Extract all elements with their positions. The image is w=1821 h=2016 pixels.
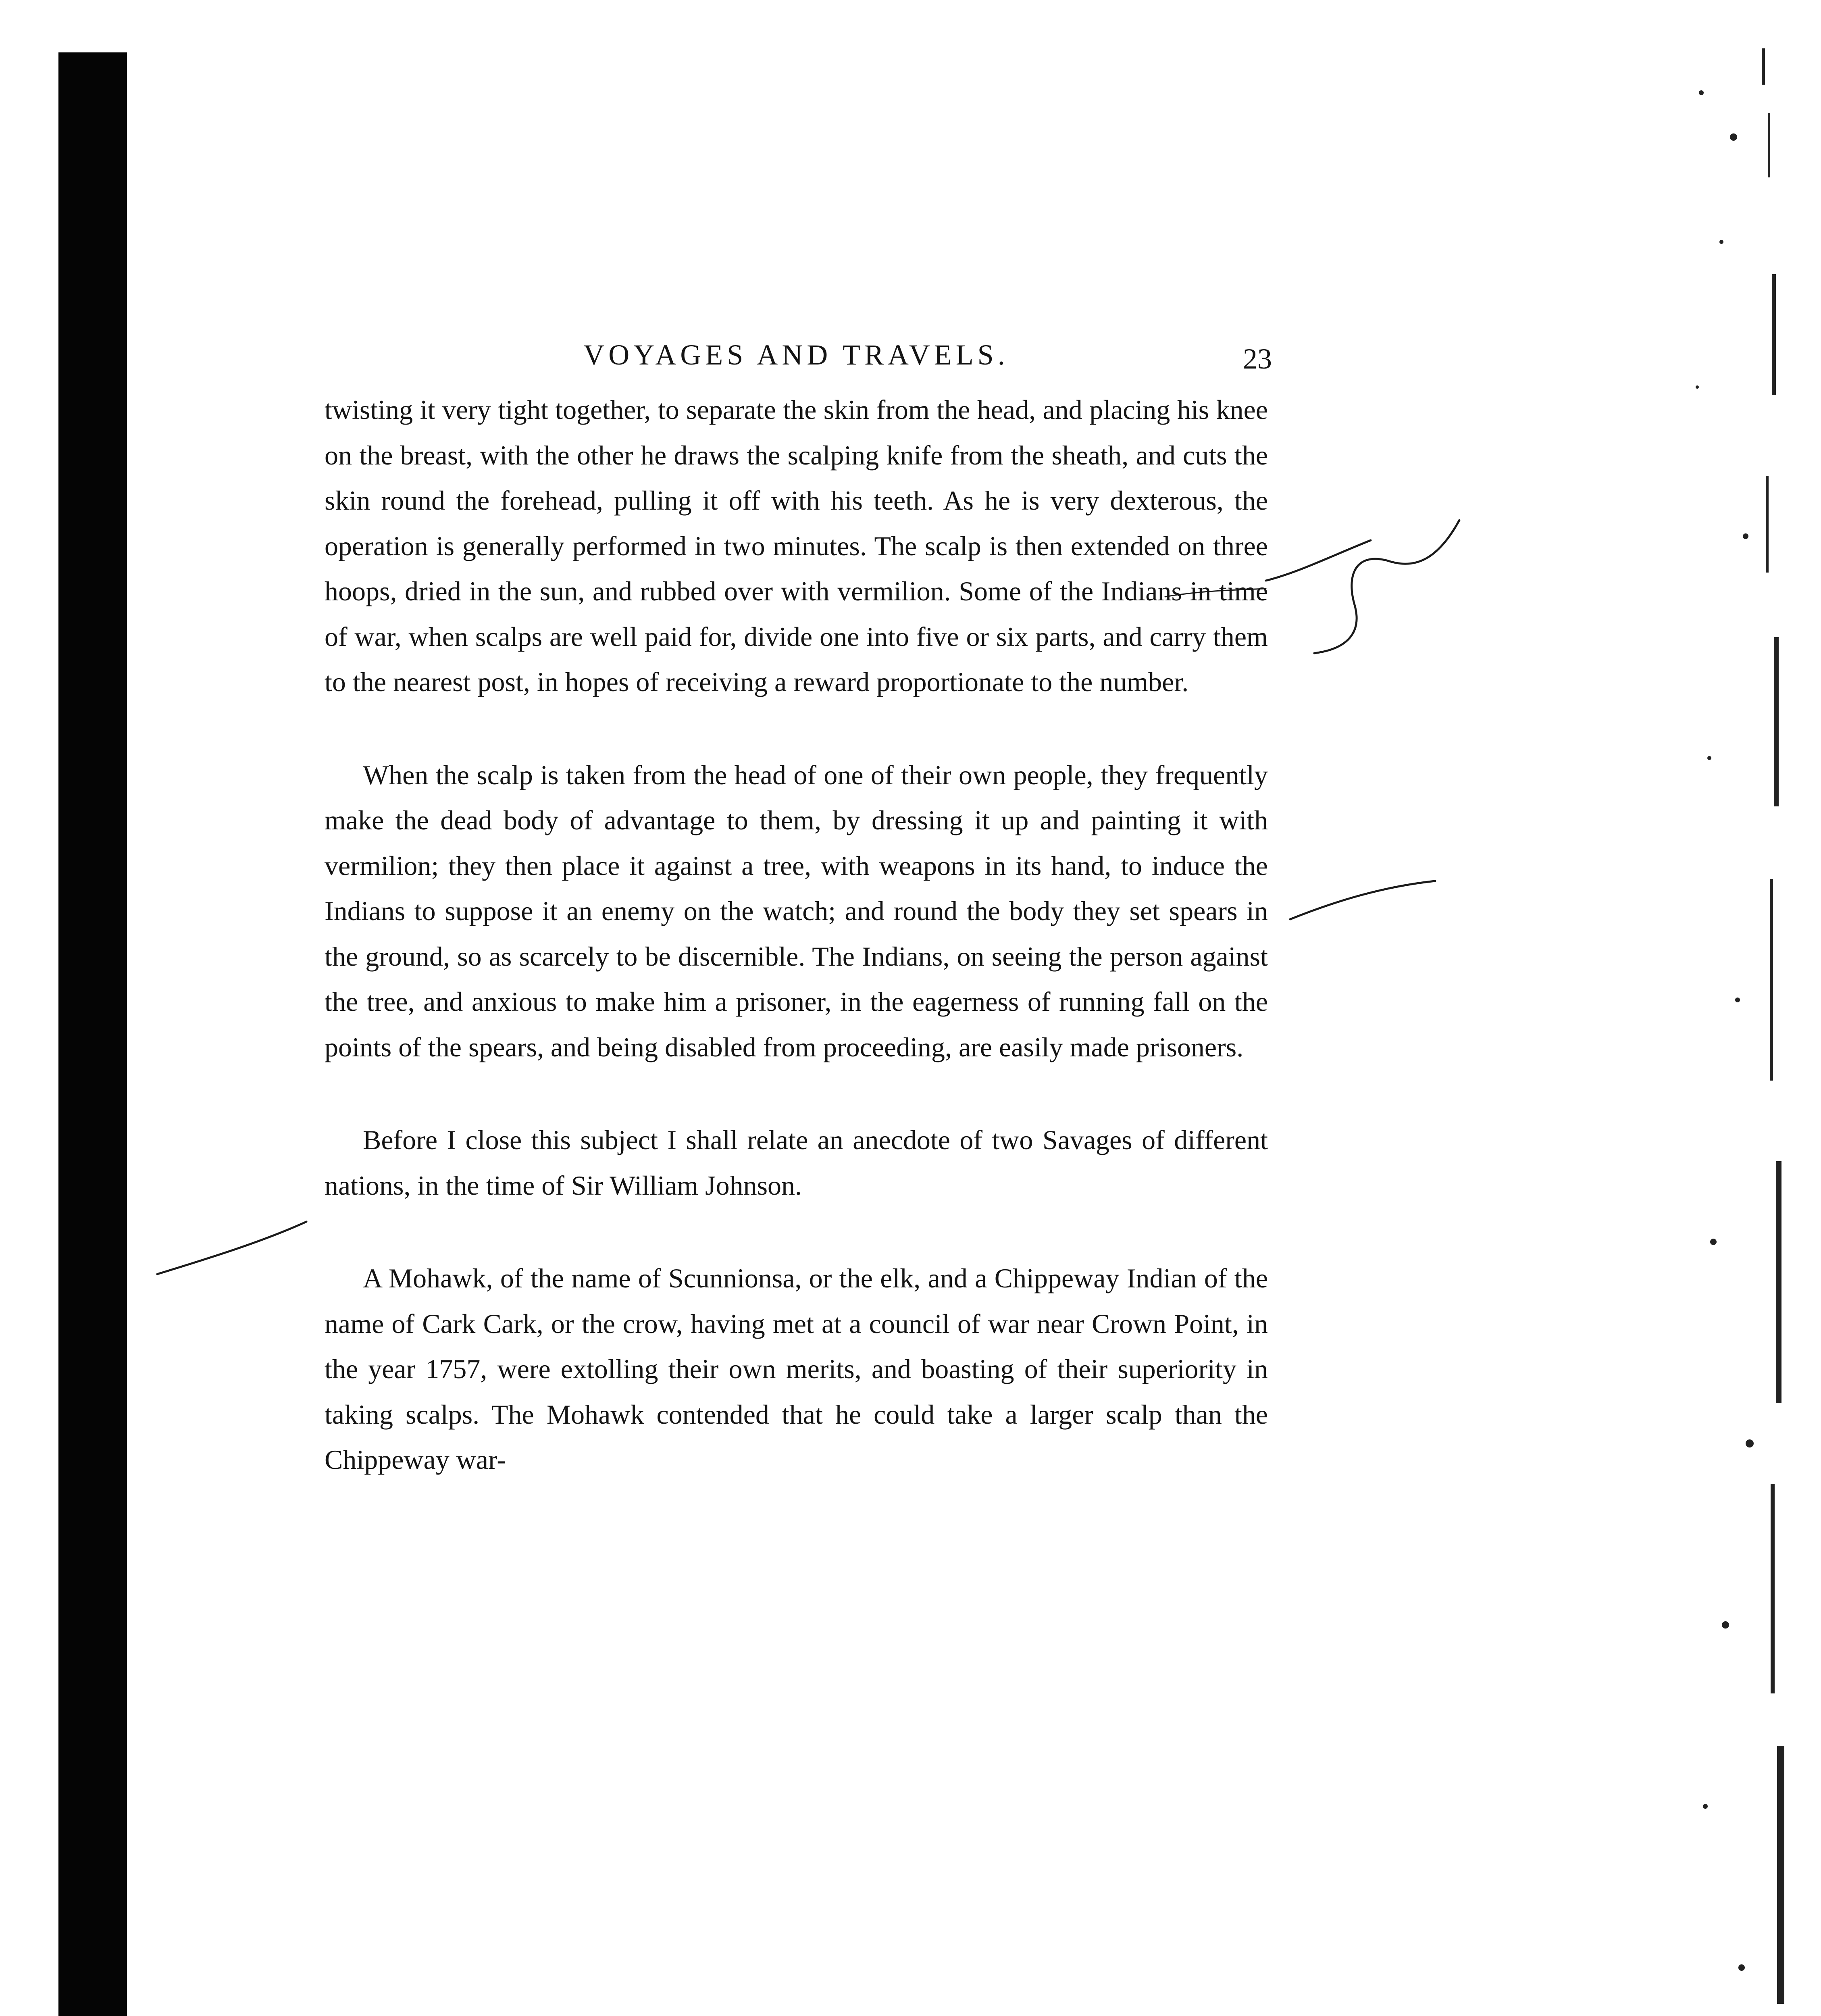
paragraph-3: Before I close this subject I shall relate an anecdote of two Savages of different nations, in the time of Sir William Johnson. xyxy=(325,1125,1268,1201)
paragraph-4: A Mohawk, of the name of Scunnionsa, or the elk, and a Chippeway Indian of the name of Cark Cark, or the crow, having met at a council of war near Crown Point, in the year 1757, were extolling their own merits, and boasting of their superiority in taking scalps. The Mohawk contended that he could take a larger scalp than the Chippeway war- xyxy=(325,1263,1268,1475)
running-title: VOYAGES AND TRAVELS. xyxy=(583,339,1009,371)
binding-shadow xyxy=(58,52,127,2016)
scan-noise-edge xyxy=(1685,32,1790,2016)
paragraph-2: When the scalp is taken from the head of one of their own people, they frequently make the dead body of advantage to them, by dressing it up and painting it with vermilion; they then place it against a tree, with weapons in its hand, to induce the Indians to suppose it an enemy on the watch; and round the body they set spears in the ground, so as scarcely to be discernible. The Indians, on seeing the person against the tree, and anxious to make him a prisoner, in the eagerness of running fall on the points of the spears, and being disabled from proceeding, are easily made prisoners. xyxy=(325,759,1268,1062)
running-head xyxy=(325,335,1272,387)
book-page xyxy=(325,335,1272,1483)
page-number: 23 xyxy=(1243,343,1272,375)
paragraph-1: twisting it very tight together, to separate the skin from the head, and placing his knee on the breast, with the other he draws the scalping knife from the sheath, and cuts the skin round the forehead, pulling it off with his teeth. As he is very dexterous, the operation is generally performed in two minutes. The scalp is then extended on three hoops, dried in the sun, and rubbed over with vermilion. Some of the Indians in time of war, when scalps are well paid for, divide one into five or six parts, and carry them to the nearest post, in hopes of receiving a reward proportionate to the number. xyxy=(325,394,1268,697)
